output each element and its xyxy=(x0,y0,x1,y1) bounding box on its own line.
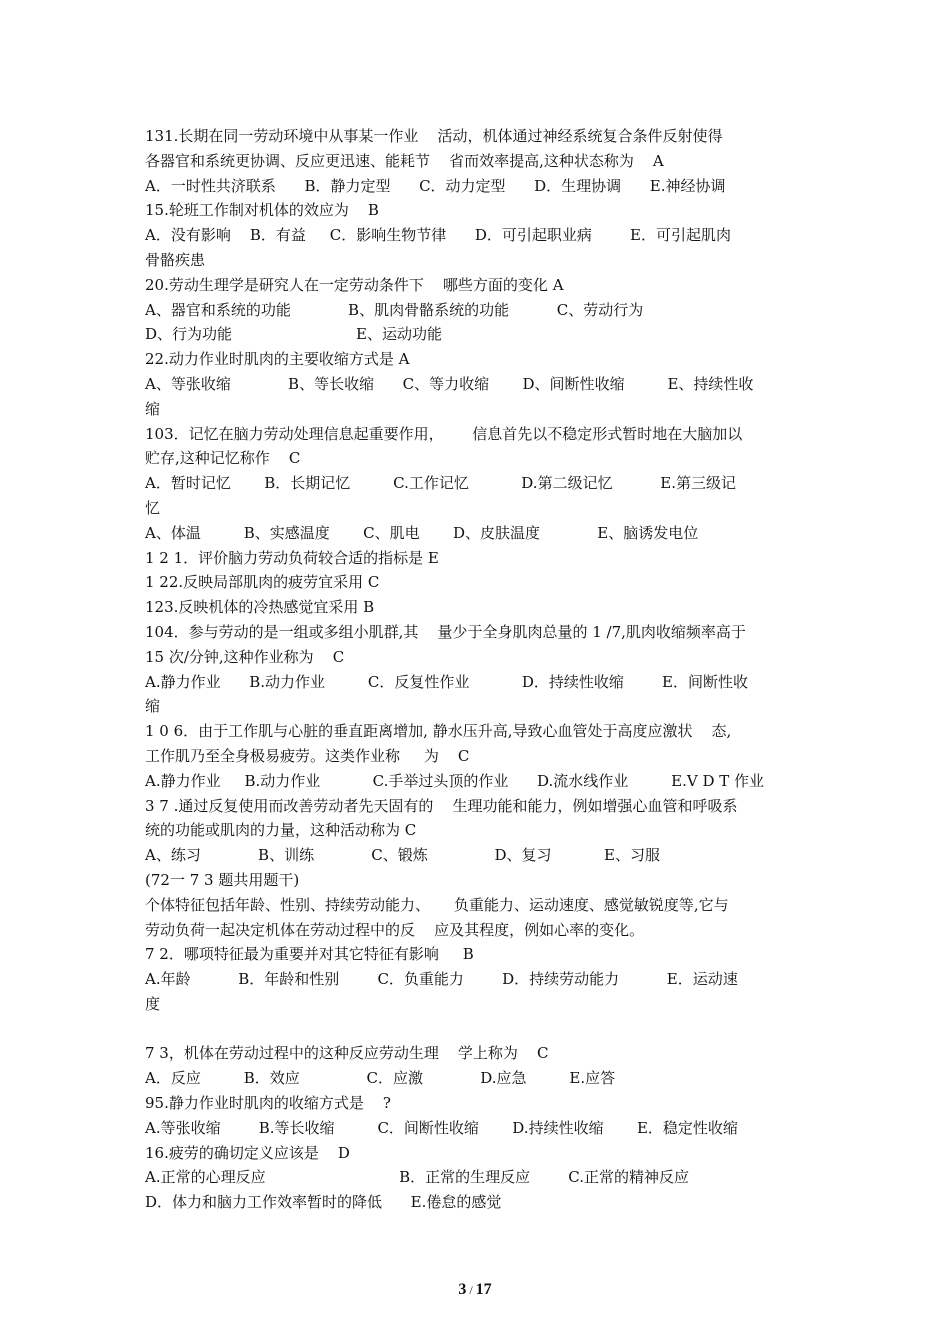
text-line: A．一时性共济联系 B．静力定型 C．动力定型 D．生理协调 E.神经协调 xyxy=(145,176,726,195)
text-line: 忆 xyxy=(145,498,161,517)
text-line: 各器官和系统更协调、反应更迅速、能耗节 省而效率提高,这种状态称为 A xyxy=(145,151,664,170)
text-line: 缩 xyxy=(145,399,161,418)
document-body xyxy=(145,124,810,1215)
text-line: D、行为功能 E、运动功能 xyxy=(145,325,442,344)
text-line: A.年龄 B．年龄和性别 C．负重能力 D．持续劳动能力 E．运动速 xyxy=(145,970,738,989)
text-line: 16.疲劳的确切定义应该是 D xyxy=(145,1143,350,1162)
text-line: A.静力作业 B.动力作业 C.手举过头顶的作业 D.流水线作业 E.V D T 作业 xyxy=(145,771,765,790)
text-line: 123.反映机体的冷热感觉宜采用 B xyxy=(145,598,375,617)
text-line: 20.劳动生理学是研究人在一定劳动条件下 哪些方面的变化 A xyxy=(145,275,564,294)
text-line: A．反应 B．效应 C．应激 D.应急 E.应答 xyxy=(145,1069,616,1088)
text-line: A．暂时记忆 B．长期记忆 C.工作记忆 D.第二级记忆 E.第三级记 xyxy=(145,474,736,493)
text-line: 劳动负荷一起决定机体在劳动过程中的反 应及其程度，例如心率的变化。 xyxy=(145,920,645,939)
text-line: 骨骼疾患 xyxy=(145,250,206,269)
text-line: (72一 7 3 题共用题干) xyxy=(145,870,300,889)
text-line: 104．参与劳动的是一组或多组小肌群,其 量少于全身肌肉总量的 1 /7,肌肉收缩频率高于 xyxy=(145,622,746,641)
text-line: 度 xyxy=(145,994,161,1013)
text-line: 95.静力作业时肌肉的收缩方式是 ? xyxy=(145,1094,391,1113)
text-line: 3 7 .通过反复使用而改善劳动者先天固有的 生理功能和能力，例如增强心血管和呼吸系 xyxy=(145,796,738,815)
text-line: A、练习 B、训练 C、锻炼 D、复习 E、习服 xyxy=(145,846,660,865)
text-line: 个体特征包括年龄、性别、持续劳动能力、 负重能力、运动速度、感觉敏锐度等,它与 xyxy=(145,895,729,914)
text-line: A、等张收缩 B、等长收缩 C、等力收缩 D、间断性收缩 E、持续性收 xyxy=(145,374,754,393)
text-line: 7 3，机体在劳动过程中的这种反应劳动生理 学上称为 C xyxy=(145,1044,549,1063)
text-line: 工作肌乃至全身极易疲劳。这类作业称 为 C xyxy=(145,746,470,765)
current-page-number: 3 xyxy=(458,1281,467,1298)
text-line: 1 2 1．评价脑力劳动负荷较合适的指标是 E xyxy=(145,548,439,567)
text-line: 15.轮班工作制对机体的效应为 B xyxy=(145,201,379,220)
text-line: 22.动力作业时肌肉的主要收缩方式是 A xyxy=(145,350,410,369)
blank-line xyxy=(145,1017,810,1042)
text-line: A、器官和系统的功能 B、肌肉骨骼系统的功能 C、劳动行为 xyxy=(145,300,644,319)
text-line: A．没有影响 B．有益 C．影响生物节律 D．可引起职业病 E．可引起肌肉 xyxy=(145,226,731,245)
text-line: D．体力和脑力工作效率暂时的降低 E.倦怠的感觉 xyxy=(145,1193,502,1212)
page-number-footer xyxy=(0,1281,950,1299)
text-line: A.等张收缩 B.等长收缩 C．间断性收缩 D.持续性收缩 E．稳定性收缩 xyxy=(145,1118,738,1137)
text-line: 7 2．哪项特征最为重要并对其它特征有影响 B xyxy=(145,945,474,964)
text-line: 1 22.反映局部肌肉的疲劳宜采用 C xyxy=(145,573,380,592)
text-line: 131.长期在同一劳动环境中从事某一作业 活动，机体通过神经系统复合条件反射使得 xyxy=(145,127,723,145)
text-line: 统的功能或肌肉的力量，这种活动称为 C xyxy=(145,821,417,840)
page-separator: / xyxy=(469,1283,473,1297)
text-line: 缩 xyxy=(145,697,161,716)
text-line: 1 0 6．由于工作肌与心脏的垂直距离增加, 静水压升高,导致心血管处于高度应激状 态, xyxy=(145,722,732,741)
text-line: A.正常的心理反应 B．正常的生理反应 C.正常的精神反应 xyxy=(145,1168,689,1187)
text-line: 贮存,这种记忆称作 C xyxy=(145,449,301,468)
text-line: 15 次/分钟,这种作业称为 C xyxy=(145,647,345,666)
text-line: A.静力作业 B.动力作业 C．反复性作业 D．持续性收缩 E．间断性收 xyxy=(145,672,748,691)
text-line: 103．记忆在脑力劳动处理信息起重要作用， 信息首先以不稳定形式暂时地在大脑加以 xyxy=(145,424,743,443)
total-page-count: 17 xyxy=(475,1281,492,1298)
text-line: A、体温 B、实感温度 C、肌电 D、皮肤温度 E、脑诱发电位 xyxy=(145,523,699,542)
